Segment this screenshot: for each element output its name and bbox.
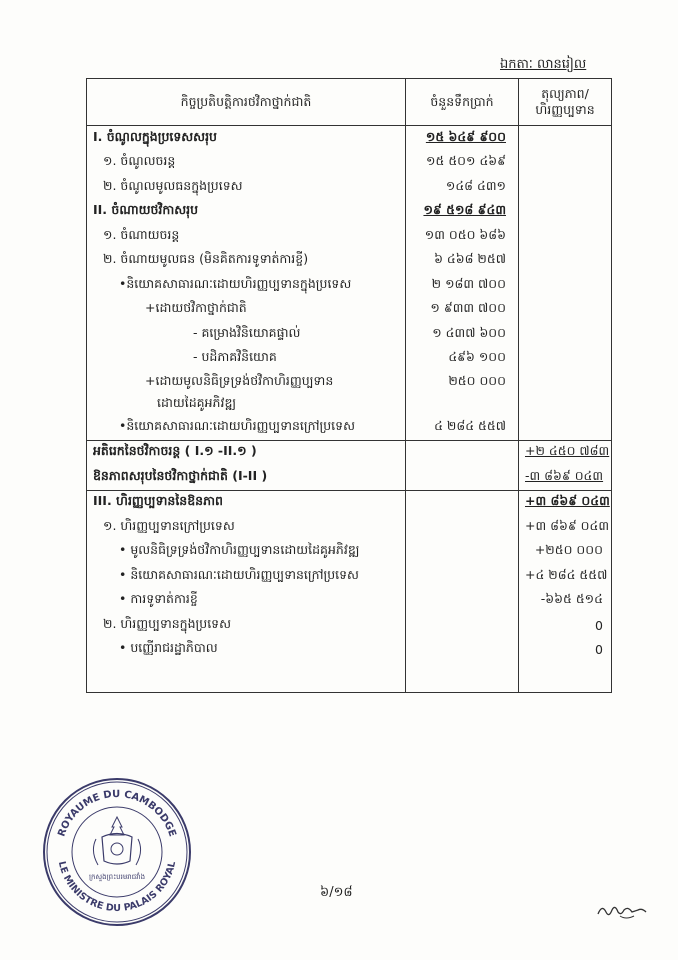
- row-amount: ៦ ៤៦៨ ២៥៧: [406, 249, 519, 274]
- table-row: [87, 415, 612, 440]
- row-amount: [406, 613, 519, 638]
- row-label: ១. ចំណូលចរន្ត: [87, 151, 406, 176]
- row-label: ដោយដៃគូអភិវឌ្ឍ: [87, 393, 406, 415]
- table-row: [87, 322, 612, 347]
- seal-bottom-path: LE MINISTRE DU PALAIS ROYAL: [55, 860, 179, 915]
- table-row-empty: [87, 662, 612, 693]
- row-balance: -៣ ៨៦៩ ០៤៣: [519, 465, 612, 490]
- row-amount: ១៥ ៦៤៩ ៩០០: [406, 126, 519, 151]
- row-balance: +៣ ៨៦៩ ០៤៣: [519, 515, 612, 540]
- table-row: [87, 490, 612, 515]
- empty-cell: [87, 662, 406, 693]
- table-row: [87, 175, 612, 200]
- row-amount: [406, 465, 519, 490]
- table-row: [87, 371, 612, 393]
- row-balance: [519, 298, 612, 323]
- row-label: +ដោយថវិកាថ្នាក់ជាតិ: [87, 298, 406, 323]
- row-amount: [406, 490, 519, 515]
- row-label: • បញ្ញើរាជរដ្ឋាភិបាល: [87, 638, 406, 663]
- row-amount: [406, 589, 519, 614]
- table-row: [87, 224, 612, 249]
- header-row: [87, 79, 612, 126]
- header-amount: ចំនួនទឹកប្រាក់: [406, 79, 519, 126]
- row-balance: [519, 393, 612, 415]
- row-label: ១. ចំណាយចរន្ត: [87, 224, 406, 249]
- header-activity: កិច្ចប្រតិបត្តិការថវិកាថ្នាក់ជាតិ: [87, 79, 406, 126]
- row-balance: +២៥០ ០០០: [519, 540, 612, 565]
- row-label: ២. ហិរញ្ញប្បទានក្នុងប្រទេស: [87, 613, 406, 638]
- seal-top-path: ROYAUME DU CAMBODGE: [56, 788, 178, 839]
- row-label: I. ចំណូលក្នុងប្រទេសសរុប: [87, 126, 406, 151]
- table-row: [87, 151, 612, 176]
- table-row: [87, 638, 612, 663]
- table-row: [87, 589, 612, 614]
- budget-table: [86, 78, 612, 693]
- page-number: ៦/១៨: [320, 885, 353, 900]
- row-amount: [406, 564, 519, 589]
- table-row: [87, 515, 612, 540]
- row-balance: [519, 249, 612, 274]
- signature-icon: [594, 898, 650, 922]
- table-row: [87, 347, 612, 372]
- row-balance: [519, 151, 612, 176]
- row-amount: [406, 638, 519, 663]
- row-amount: [406, 393, 519, 415]
- empty-cell: [406, 662, 519, 693]
- table-row: [87, 440, 612, 465]
- unit-label: ឯកតាៈ លានរៀល: [500, 57, 587, 72]
- row-balance: [519, 273, 612, 298]
- row-label: +ដោយមូលនិធិទ្រទ្រង់ថវិកាហិរញ្ញប្បទាន: [87, 371, 406, 393]
- row-label: - គម្រោងវិនិយោគផ្ទាល់: [87, 322, 406, 347]
- empty-cell: [519, 662, 612, 693]
- row-balance: -៦៦៥ ៥១៤: [519, 589, 612, 614]
- row-label: - បដិភាគវិនិយោគ: [87, 347, 406, 372]
- table-row: [87, 540, 612, 565]
- row-amount: ៤ ២៨៤ ៥៥៧: [406, 415, 519, 440]
- row-balance: [519, 322, 612, 347]
- table-row: [87, 613, 612, 638]
- row-balance: 0: [519, 613, 612, 638]
- row-label: អតិរេកនៃថវិកាចរន្ត ( I.១ -II.១ ): [87, 440, 406, 465]
- row-label: •និយោគសាធារណៈដោយហិរញ្ញប្បទានក្នុងប្រទេស: [87, 273, 406, 298]
- table-row: [87, 465, 612, 490]
- row-balance: [519, 126, 612, 151]
- row-amount: [406, 540, 519, 565]
- row-label: •និយោគសាធារណៈដោយហិរញ្ញប្បទានក្រៅប្រទេស: [87, 415, 406, 440]
- seal-inner-text: ក្រសួងព្រះបរមរាជវាំង: [88, 873, 146, 881]
- row-label: • មូលនិធិទ្រទ្រង់ថវិកាហិរញ្ញប្បទានដោយដៃគូអភិវឌ្ឍ: [87, 540, 406, 565]
- table-row: [87, 273, 612, 298]
- row-balance: [519, 224, 612, 249]
- row-balance: 0: [519, 638, 612, 663]
- row-amount: ១ ៤៣៧ ៦០០: [406, 322, 519, 347]
- row-label: III. ហិរញ្ញប្បទាននៃឱនភាព: [87, 490, 406, 515]
- row-amount: ១៤៨ ៤៣១: [406, 175, 519, 200]
- royal-seal-icon: [40, 775, 194, 929]
- row-amount: [406, 440, 519, 465]
- row-amount: ២៥០ ០០០: [406, 371, 519, 393]
- row-label: • ការទូទាត់ការខ្ចី: [87, 589, 406, 614]
- row-balance: +៤ ២៨៤ ៥៥៧: [519, 564, 612, 589]
- row-balance: [519, 347, 612, 372]
- seal-bottom-text: [56, 860, 178, 914]
- row-amount: ១៥ ៥០១ ៤៦៩: [406, 151, 519, 176]
- row-amount: ១៩ ៥១៨ ៩៤៣: [406, 200, 519, 225]
- row-label: ២. ចំណូលមូលធនក្នុងប្រទេស: [87, 175, 406, 200]
- table-row: [87, 393, 612, 415]
- table-row: [87, 126, 612, 151]
- row-label: • និយោគសាធារណៈដោយហិរញ្ញប្បទានក្រៅប្រទេស: [87, 564, 406, 589]
- table-row: [87, 564, 612, 589]
- row-amount: ១ ៩៣៣ ៧០០: [406, 298, 519, 323]
- header-balance: [519, 79, 612, 126]
- row-amount: [406, 515, 519, 540]
- row-amount: ១៣ ០៥០ ៦៨៦: [406, 224, 519, 249]
- table-row: [87, 249, 612, 274]
- table-row: [87, 298, 612, 323]
- row-label: ២. ចំណាយមូលធន (មិនគិតការទូទាត់ការខ្ចី): [87, 249, 406, 274]
- row-amount: ៤៩៦ ១០០: [406, 347, 519, 372]
- row-label: ១. ហិរញ្ញប្បទានក្រៅប្រទេស: [87, 515, 406, 540]
- header-balance-line2: ហិរញ្ញប្បទាន: [535, 102, 595, 117]
- row-amount: ២ ១៨៣ ៧០០: [406, 273, 519, 298]
- row-balance: +៣ ៨៦៩ ០៤៣: [519, 490, 612, 515]
- header-balance-line1: តុល្យភាព/: [541, 86, 589, 101]
- row-balance: [519, 415, 612, 440]
- row-label: ឱនភាពសរុបនៃថវិកាថ្នាក់ជាតិ (I-II ): [87, 465, 406, 490]
- row-label: II. ចំណាយថវិកាសរុប: [87, 200, 406, 225]
- row-balance: [519, 371, 612, 393]
- row-balance: [519, 175, 612, 200]
- row-balance: [519, 200, 612, 225]
- row-balance: +២ ៤៥០ ៧៨៣: [519, 440, 612, 465]
- table-row: [87, 200, 612, 225]
